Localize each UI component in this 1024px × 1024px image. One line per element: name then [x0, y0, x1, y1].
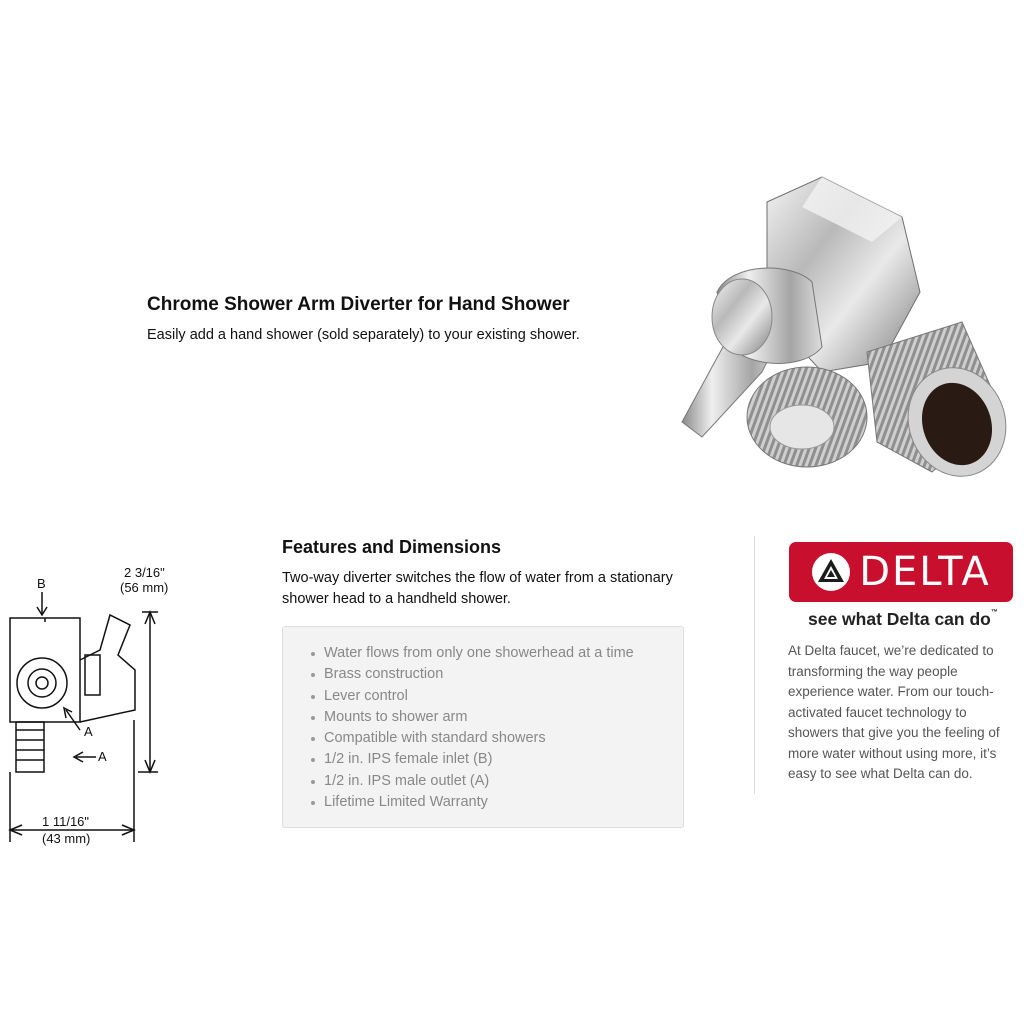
height-dimension-label: 2 3/16" — [124, 565, 165, 580]
delta-logo — [789, 542, 1013, 602]
list-item: 1/2 in. IPS female inlet (B) — [324, 749, 683, 770]
label-a-lower: A — [98, 749, 107, 764]
list-item: Compatible with standard showers — [324, 728, 683, 749]
features-description: Two-way diverter switches the flow of water from a stationary shower head to a handheld shower. — [282, 570, 673, 607]
column-divider — [754, 536, 755, 794]
features-title: Features and Dimensions — [282, 537, 502, 557]
delta-triangle-icon — [811, 552, 851, 592]
list-item: Lifetime Limited Warranty — [324, 792, 683, 813]
brand-paragraph: At Delta faucet, we’re dedicated to transforming the way people experience water. From our touch-activated faucet technology to showers that give you the feeling of more water without using more, it’s easy to see what Delta can do. — [788, 643, 1000, 781]
brand-tagline: see what Delta can do™ — [808, 609, 998, 629]
list-item: Brass construction — [324, 664, 683, 685]
width-dimension-label: 1 11/16" — [42, 814, 90, 829]
product-title: Chrome Shower Arm Diverter for Hand Shower — [147, 294, 570, 315]
list-item: Mounts to shower arm — [324, 707, 683, 728]
height-dimension-mm: (56 mm) — [120, 580, 169, 595]
trademark-mark: ™ — [990, 609, 998, 616]
list-item: Water flows from only one showerhead at a time — [324, 643, 683, 664]
label-b: B — [37, 576, 46, 591]
dimension-diagram — [0, 560, 200, 860]
list-item: Lever control — [324, 686, 683, 707]
label-a-upper: A — [84, 724, 93, 739]
product-subtitle: Easily add a hand shower (sold separately) to your existing shower. — [147, 327, 580, 343]
product-image — [672, 172, 1017, 487]
features-list-box — [282, 626, 684, 828]
list-item: 1/2 in. IPS male outlet (A) — [324, 771, 683, 792]
delta-wordmark: DELTA — [859, 549, 991, 595]
width-dimension-mm: (43 mm) — [42, 831, 91, 846]
features-list — [283, 627, 683, 813]
